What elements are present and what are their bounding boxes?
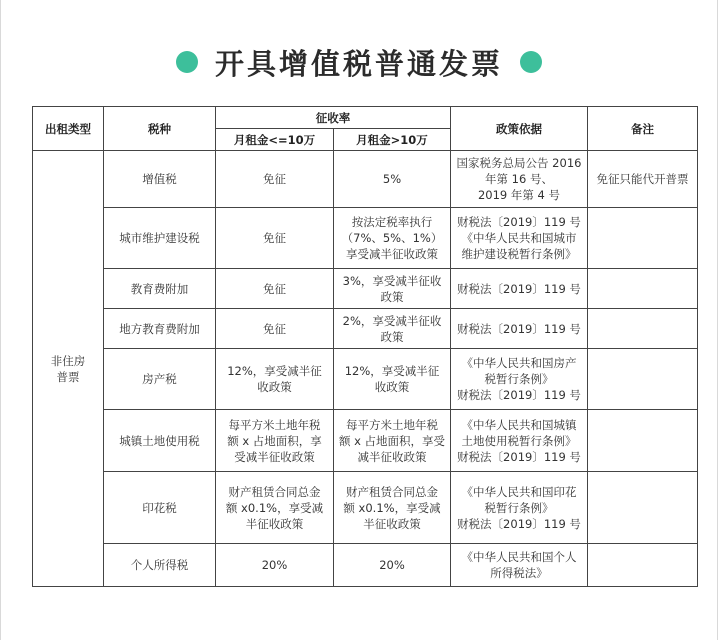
policy-cell: 财税法〔2019〕119 号 bbox=[451, 309, 588, 349]
header-rate: 征收率 bbox=[216, 107, 451, 129]
header-row bbox=[33, 107, 698, 129]
header-rate-high: 月租金>10万 bbox=[334, 129, 451, 151]
table-row bbox=[33, 472, 698, 544]
rate-high-cell: 3%，享受减半征收 政策 bbox=[334, 269, 451, 309]
rate-low-cell: 免征 bbox=[216, 309, 334, 349]
header-rental-type: 出租类型 bbox=[33, 107, 104, 151]
remark-cell bbox=[588, 269, 698, 309]
header-remark: 备注 bbox=[588, 107, 698, 151]
green-dot-icon bbox=[520, 51, 542, 73]
remark-cell bbox=[588, 472, 698, 544]
rate-low-cell: 免征 bbox=[216, 269, 334, 309]
table-row bbox=[33, 151, 698, 208]
tax-cell: 增值税 bbox=[104, 151, 216, 208]
remark-cell bbox=[588, 309, 698, 349]
rental-type-cell bbox=[33, 151, 104, 587]
policy-cell: 《中华人民共和国印花 税暂行条例》 财税法〔2019〕119 号 bbox=[451, 472, 588, 544]
tax-cell: 个人所得税 bbox=[104, 544, 216, 587]
remark-cell bbox=[588, 410, 698, 472]
remark-cell bbox=[588, 208, 698, 269]
table-row bbox=[33, 208, 698, 269]
rental-type-line: 非住房 bbox=[50, 353, 86, 368]
rate-high-cell: 2%，享受减半征收 政策 bbox=[334, 309, 451, 349]
policy-cell: 《中华人民共和国个人 所得税法》 bbox=[451, 544, 588, 587]
policy-cell: 国家税务总局公告 2016 年第 16 号、 2019 年第 4 号 bbox=[451, 151, 588, 208]
rate-low-cell: 每平方米土地年税 额 x 占地面积，享 受减半征收政策 bbox=[216, 410, 334, 472]
table-row bbox=[33, 410, 698, 472]
rental-type-line: 普票 bbox=[56, 369, 80, 384]
table-row bbox=[33, 309, 698, 349]
tax-cell: 城镇土地使用税 bbox=[104, 410, 216, 472]
tax-cell: 城市维护建设税 bbox=[104, 208, 216, 269]
tax-cell: 印花税 bbox=[104, 472, 216, 544]
rate-high-cell: 按法定税率执行 （7%、5%、1%） 享受减半征收政策 bbox=[334, 208, 451, 269]
green-dot-icon bbox=[176, 51, 198, 73]
policy-cell: 《中华人民共和国城镇 土地使用税暂行条例》 财税法〔2019〕119 号 bbox=[451, 410, 588, 472]
policy-cell: 《中华人民共和国房产 税暂行条例》 财税法〔2019〕119 号 bbox=[451, 349, 588, 410]
rate-high-cell: 12%，享受减半征 收政策 bbox=[334, 349, 451, 410]
table-row bbox=[33, 269, 698, 309]
page-title: 开具增值税普通发票 bbox=[214, 46, 503, 81]
rate-low-cell: 12%，享受减半征 收政策 bbox=[216, 349, 334, 410]
table-row bbox=[33, 544, 698, 587]
rate-high-cell: 每平方米土地年税 额 x 占地面积，享受 减半征收政策 bbox=[334, 410, 451, 472]
rate-low-cell: 20% bbox=[216, 544, 334, 587]
header-tax-type: 税种 bbox=[104, 107, 216, 151]
tax-cell: 房产税 bbox=[104, 349, 216, 410]
rate-low-cell: 免征 bbox=[216, 208, 334, 269]
rate-high-cell: 5% bbox=[334, 151, 451, 208]
rate-high-cell: 20% bbox=[334, 544, 451, 587]
rate-low-cell: 财产租赁合同总金 额 x0.1%，享受减 半征收政策 bbox=[216, 472, 334, 544]
rate-low-cell: 免征 bbox=[216, 151, 334, 208]
header-rate-low: 月租金<=10万 bbox=[216, 129, 334, 151]
tax-cell: 地方教育费附加 bbox=[104, 309, 216, 349]
policy-cell: 财税法〔2019〕119 号 bbox=[451, 269, 588, 309]
remark-cell: 免征只能代开普票 bbox=[588, 151, 698, 208]
header-policy: 政策依据 bbox=[451, 107, 588, 151]
title-row bbox=[1, 40, 717, 84]
remark-cell bbox=[588, 544, 698, 587]
tax-table bbox=[32, 106, 698, 587]
rate-high-cell: 财产租赁合同总金 额 x0.1%，享受减 半征收政策 bbox=[334, 472, 451, 544]
tax-cell: 教育费附加 bbox=[104, 269, 216, 309]
policy-cell: 财税法〔2019〕119 号 《中华人民共和国城市 维护建设税暂行条例》 bbox=[451, 208, 588, 269]
remark-cell bbox=[588, 349, 698, 410]
table-row bbox=[33, 349, 698, 410]
